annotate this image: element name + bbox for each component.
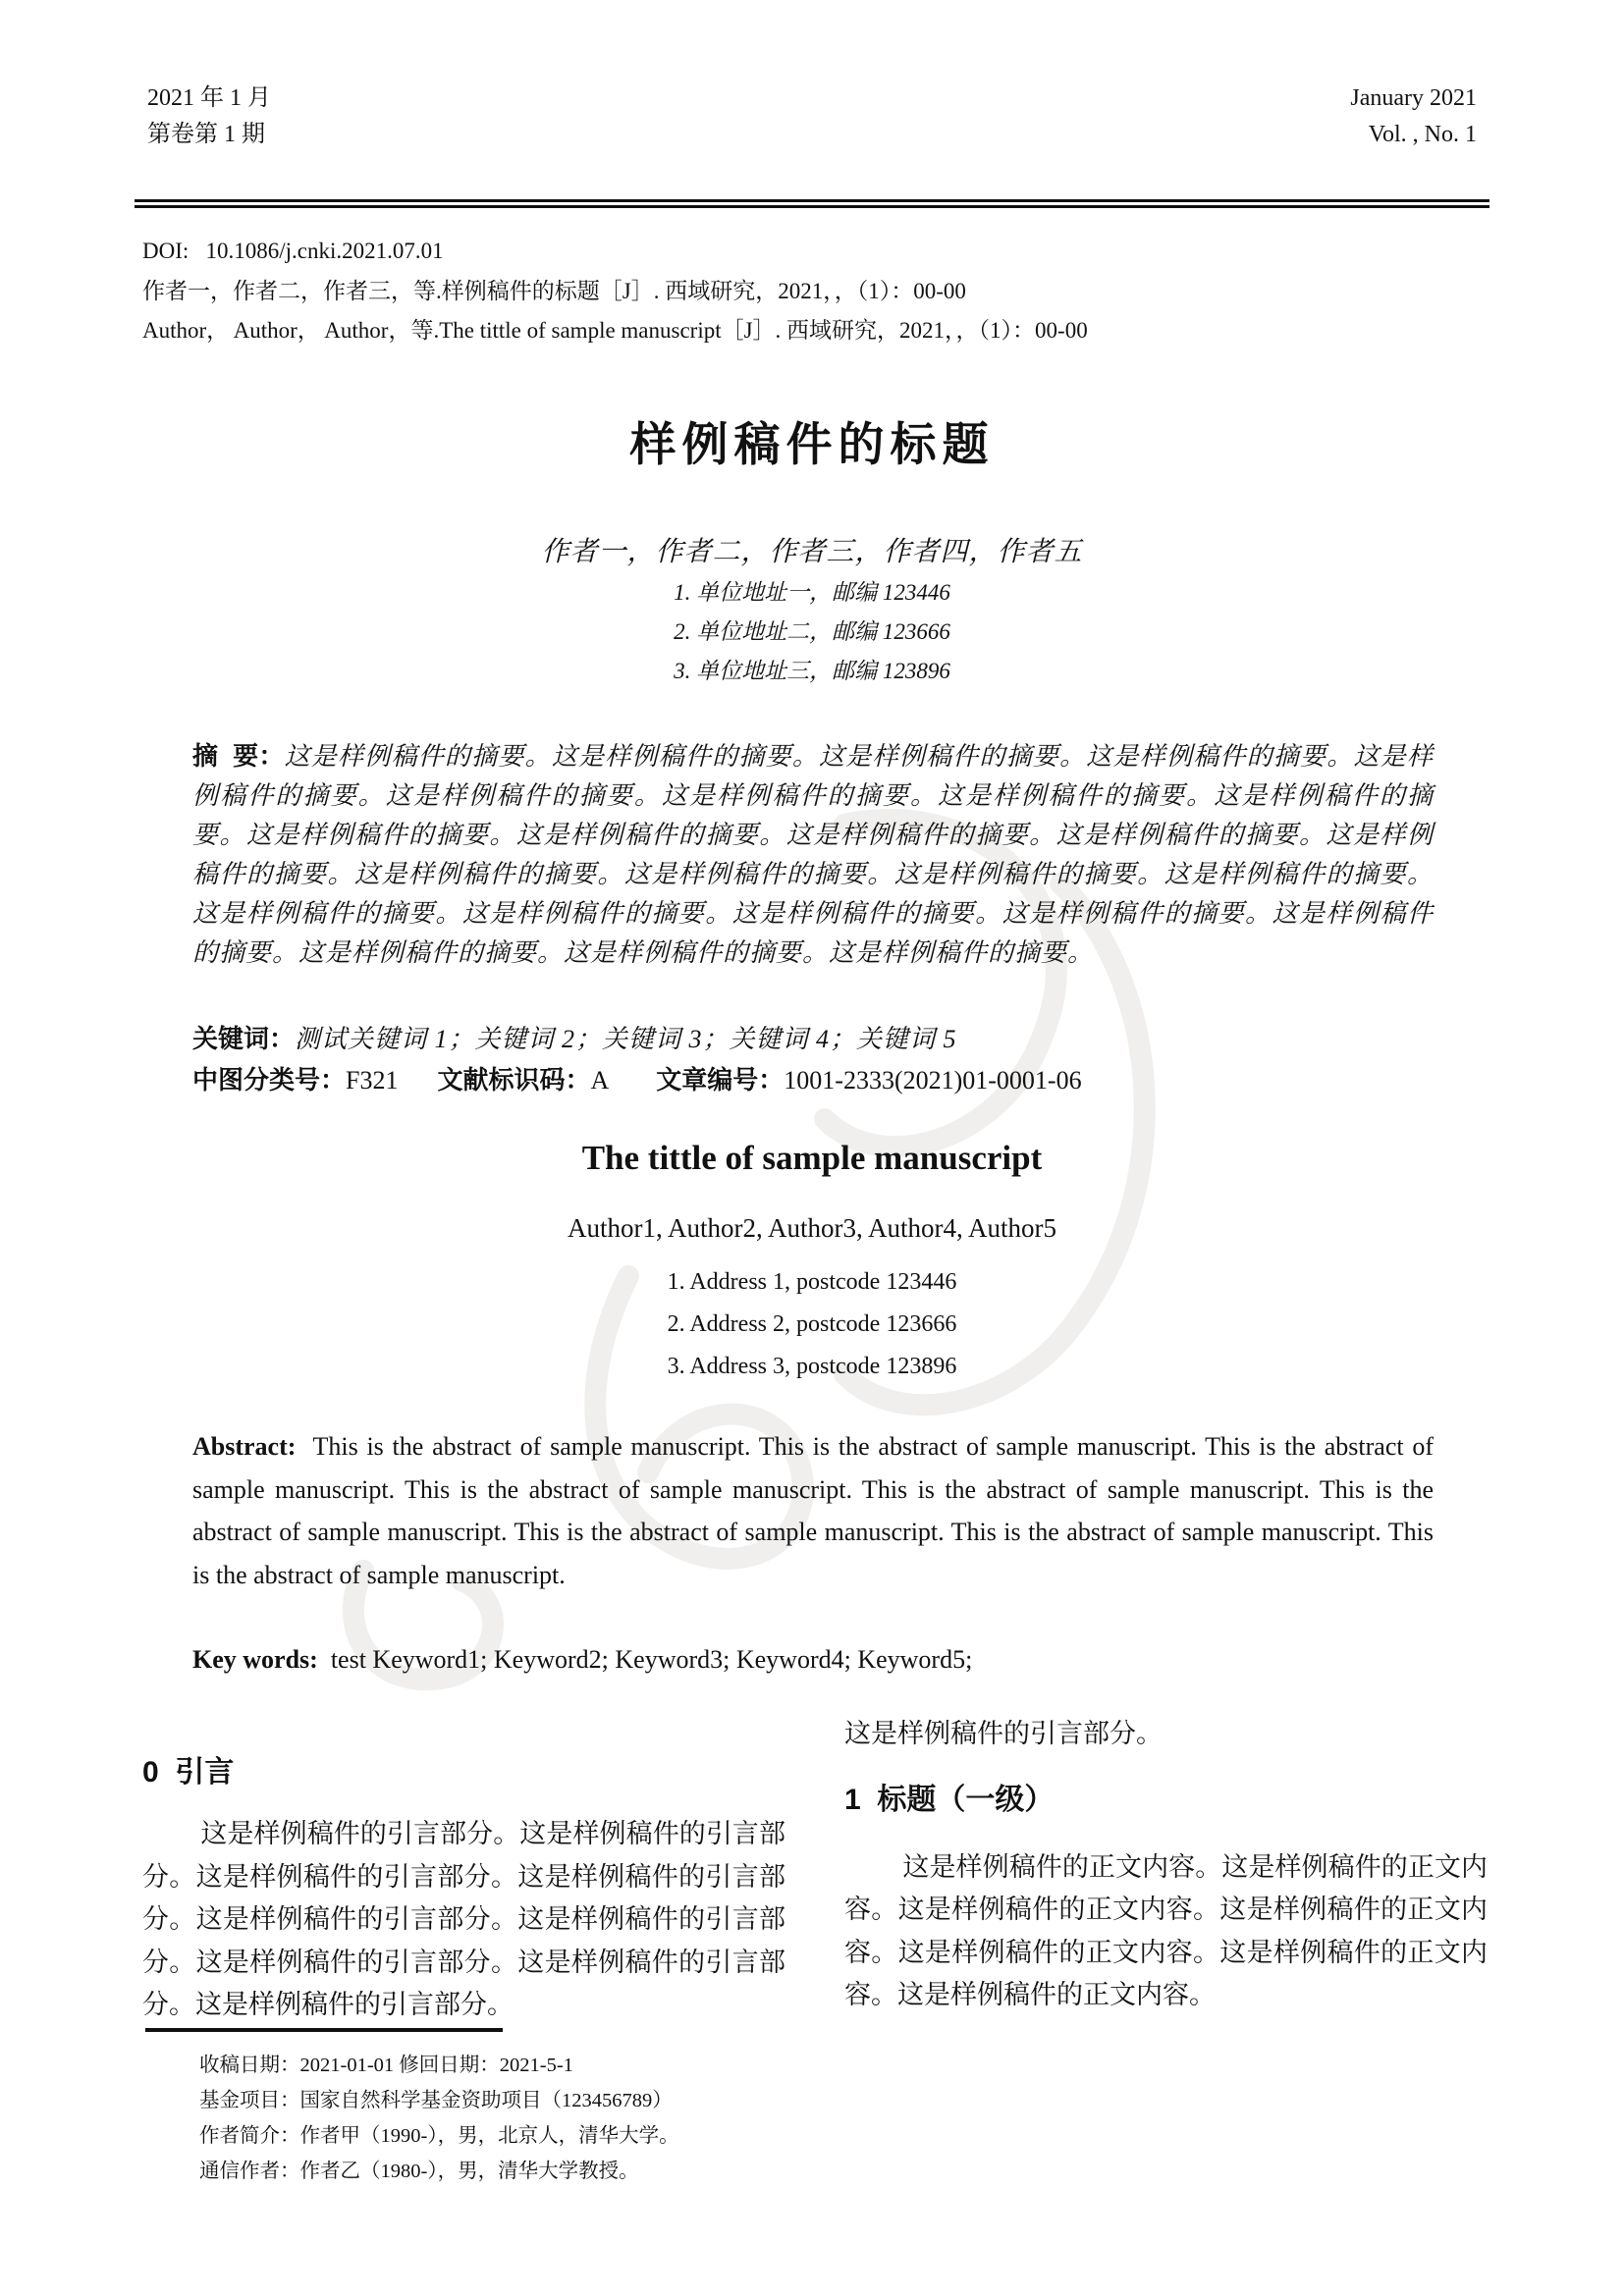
- clc-line: [192, 1060, 1082, 1096]
- header-issue-en: Vol. , No. 1: [1368, 122, 1477, 147]
- affiliation-cn: 1. 单位地址一，邮编 123446: [674, 580, 950, 605]
- section-heading-1: 1 标题（一级）: [844, 1783, 1055, 1816]
- doc-code-value: A: [590, 1066, 610, 1095]
- keywords-label-en: Key words:: [192, 1645, 318, 1674]
- authors-en: Author1, Author2, Author3, Author4, Author5: [568, 1213, 1056, 1243]
- footnote-author-bio: 作者简介：作者甲（1990-），男，北京人，清华大学。: [199, 2125, 679, 2147]
- intro-paragraph: 这是样例稿件的引言部分。这是样例稿件的引言部分。这是样例稿件的引言部分。这是样例稿件的引言部分。这是样例稿件的引言部分。这是样例稿件的引言部分。这是样例稿件的引言部分。这是样例稿件的引言部分。这是样例稿件的引言部分。: [142, 1819, 785, 2019]
- keywords-en: [192, 1645, 972, 1675]
- footnote-received-date: 收稿日期：2021-01-01 修回日期：2021-5-1: [199, 2055, 573, 2076]
- keywords-text-en: test Keyword1; Keyword2; Keyword3; Keyword4; Keyword5;: [317, 1645, 973, 1674]
- affiliation-en: 2. Address 2, postcode 123666: [667, 1311, 957, 1337]
- abstract-text-cn: 这是样例稿件的摘要。这是样例稿件的摘要。这是样例稿件的摘要。这是样例稿件的摘要。这是样例稿件的摘要。这是样例稿件的摘要。这是样例稿件的摘要。这是样例稿件的摘要。这是样例稿件的摘要。这是样例稿件的摘要。这是样例稿件的摘要。这是样例稿件的摘要。这是样例稿件的摘要。这是样例稿件的摘要。这是样例稿件的摘要。这是样例稿件的摘要。这是样例稿件的摘要。这是样例稿件的摘要。这是样例稿件的摘要。这是样例稿件的摘要。这是样例稿件的摘要。这是样例稿件的摘要。这是样例稿件的摘要。这是样例稿件的摘要。这是样例稿件的摘要。这是样例稿件的摘要。: [192, 742, 1434, 967]
- clc-value: F321: [346, 1066, 399, 1095]
- header-double-rule: [135, 199, 1489, 208]
- keywords-cn: [192, 1019, 957, 1055]
- front-matter: [142, 232, 1088, 351]
- affiliation-en: 1. Address 1, postcode 123446: [667, 1269, 957, 1295]
- header-left: [147, 80, 271, 153]
- authors-cn: 作者一，作者二，作者三，作者四，作者五: [541, 537, 1083, 567]
- footnote-corresponding-author: 通信作者：作者乙（1980-），男，清华大学教授。: [199, 2161, 639, 2182]
- citation-line-en: Author， Author， Author，等.The tittle of sample manuscript［J］. 西域研究，2021，，（1）：00-00: [142, 318, 1088, 343]
- article-id-label: 文章编号：: [656, 1065, 785, 1095]
- section1-paragraph: 这是样例稿件的正文内容。这是样例稿件的正文内容。这是样例稿件的正文内容。这是样例稿件的正文内容。这是样例稿件的正文内容。这是样例稿件的正文内容。这是样例稿件的正文内容。: [844, 1851, 1488, 2009]
- affiliation-cn: 3. 单位地址三，邮编 123896: [674, 659, 950, 683]
- abstract-label-en: Abstract:: [192, 1432, 297, 1461]
- doc-code-label: 文献标识码：: [437, 1065, 591, 1095]
- header-date-en: January 2021: [1350, 85, 1477, 111]
- footnote-fund-project: 基金项目：国家自然科学基金资助项目（123456789）: [199, 2090, 673, 2111]
- header-issue-cn: 第卷第 1 期: [147, 122, 265, 147]
- footnote-rule: [145, 2028, 503, 2032]
- affiliation-en: 3. Address 3, postcode 123896: [667, 1354, 957, 1379]
- doi-line: DOI: 10.1086/j.cnki.2021.07.01: [142, 239, 444, 263]
- intro-paragraph-continued: 这是样例稿件的引言部分。: [844, 1719, 1163, 1748]
- abstract-text-en: This is the abstract of sample manuscript. This is the abstract of sample manuscript. This is the abstract of sample manuscript. This is the abstract of sample manuscript. This is the abstract of sample manuscript. This is the abstract of sample manuscript. This is the abstract of sample manuscript. This is the abstract of sample manuscript. This is the abstract of sample manuscript.: [192, 1432, 1440, 1589]
- article-id-value: 1001-2333(2021)01-0001-06: [784, 1066, 1082, 1095]
- article-title-cn: 样例稿件的标题: [629, 418, 995, 470]
- abstract-cn: [192, 736, 1434, 973]
- section-heading-intro: 0 引言: [142, 1756, 235, 1789]
- affiliations-cn: [0, 573, 1624, 691]
- clc-label: 中图分类号：: [192, 1065, 347, 1095]
- right-column: [844, 1713, 1488, 2027]
- affiliation-cn: 2. 单位地址二，邮编 123666: [674, 619, 950, 644]
- footnotes: [199, 2048, 679, 2189]
- abstract-en: [192, 1425, 1440, 1596]
- article-title-en: The tittle of sample manuscript: [581, 1139, 1043, 1177]
- keywords-label-cn: 关键词：: [192, 1024, 296, 1053]
- left-column: [142, 1713, 785, 2027]
- keywords-text-cn: 测试关键词 1；关键词 2；关键词 3；关键词 4；关键词 5: [295, 1025, 957, 1053]
- affiliations-en: [0, 1261, 1624, 1388]
- header-right: [1350, 80, 1477, 153]
- body-columns: [142, 1713, 1488, 2027]
- citation-line-cn: 作者一，作者二，作者三，等.样例稿件的标题［J］. 西域研究，2021，，（1）：00-00: [142, 278, 966, 303]
- header-date-cn: 2021 年 1 月: [147, 85, 271, 111]
- abstract-label-cn: 摘 要：: [192, 741, 285, 771]
